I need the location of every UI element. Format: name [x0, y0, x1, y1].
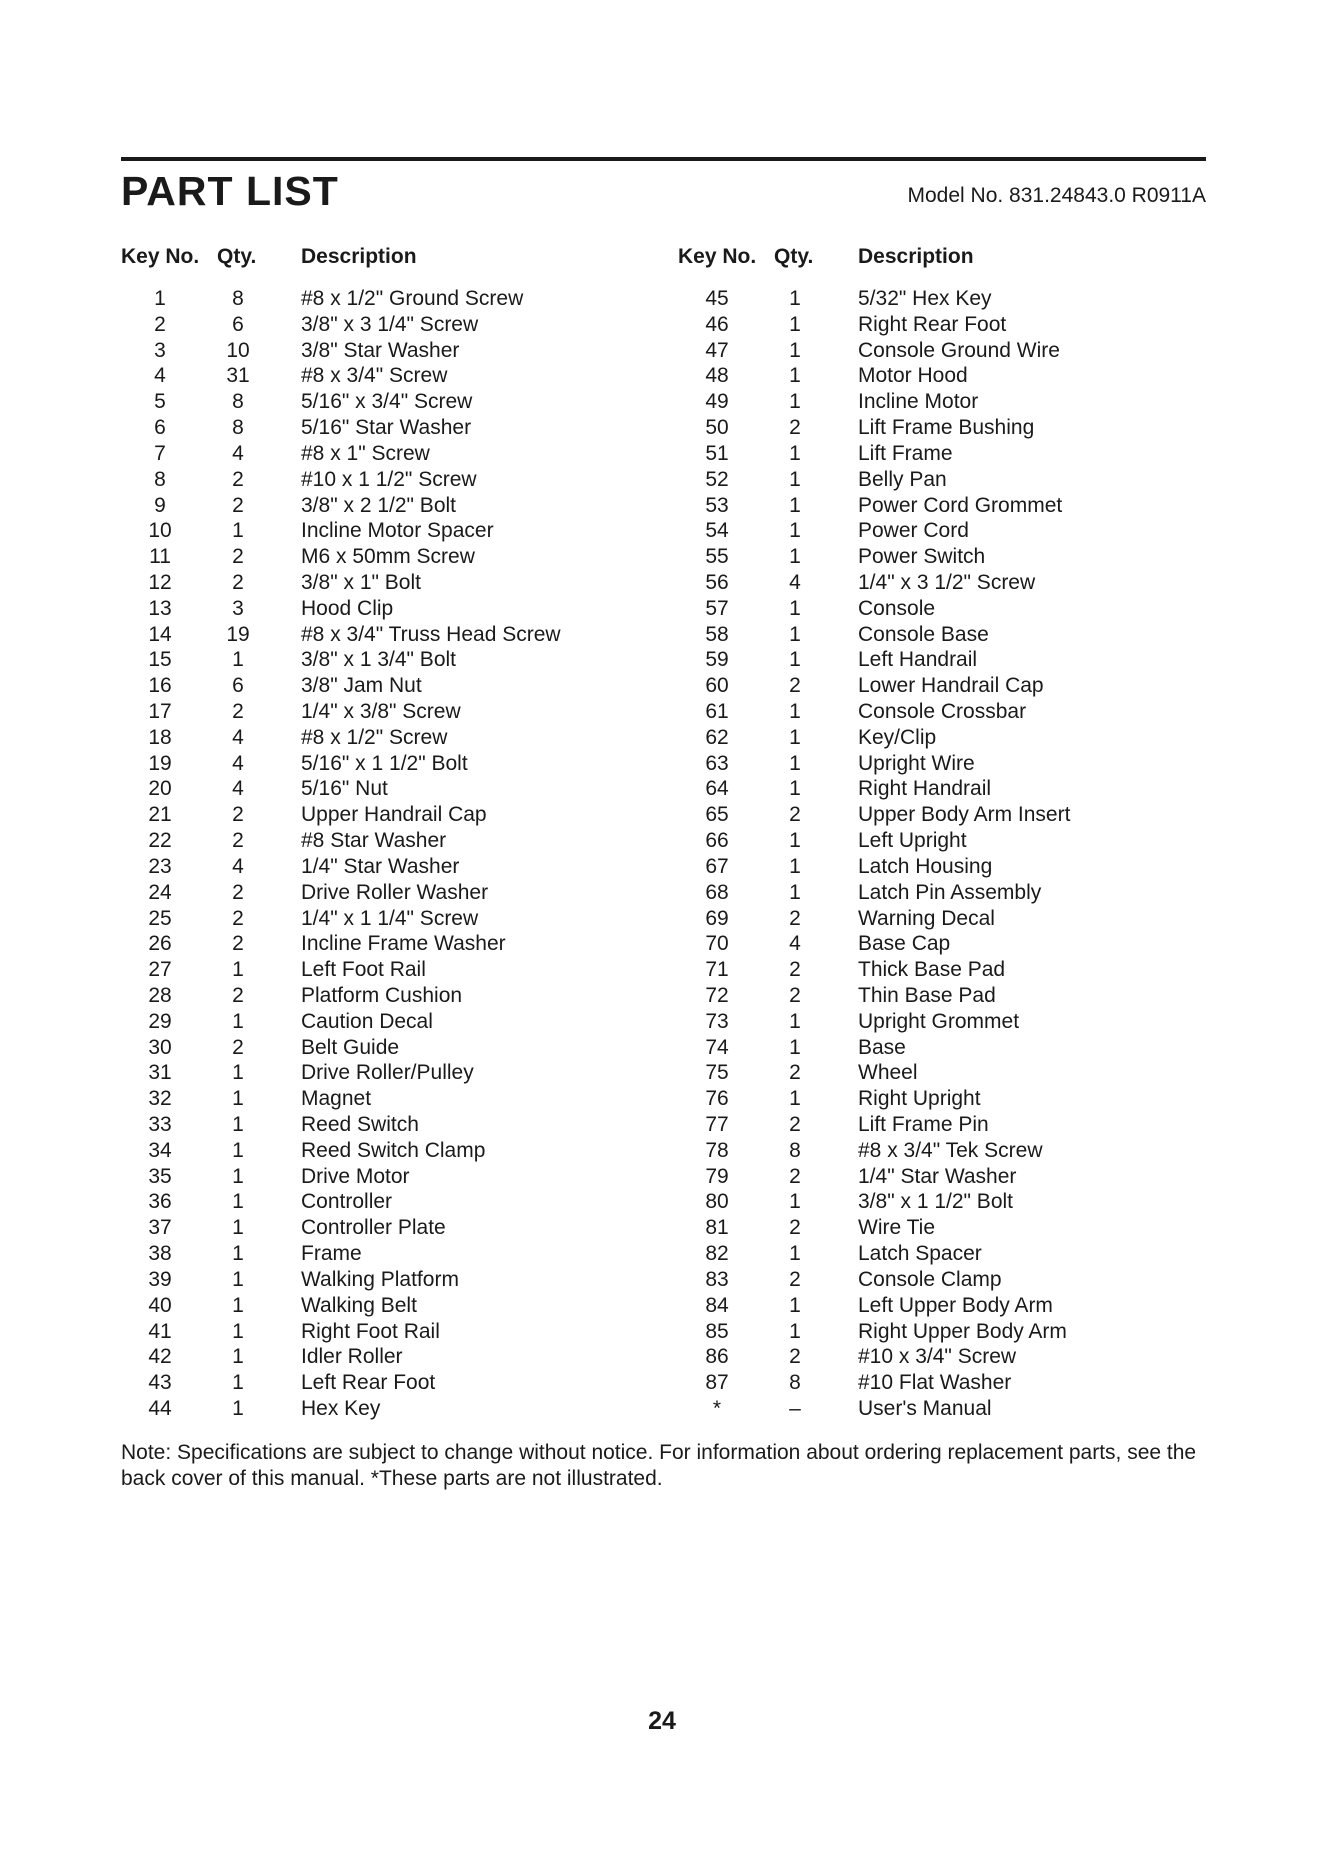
part-qty: 2 — [789, 1061, 801, 1085]
part-qty: 1 — [789, 338, 801, 362]
part-qty: 1 — [789, 777, 801, 801]
part-qty: 1 — [789, 1087, 801, 1111]
header-rule — [121, 157, 1206, 161]
part-key-no: 40 — [148, 1293, 172, 1317]
part-key-no: 20 — [148, 777, 172, 801]
part-description: #8 x 1" Screw — [301, 441, 430, 465]
part-key-no: 59 — [705, 648, 729, 672]
part-description: Console Crossbar — [858, 700, 1027, 723]
part-description: Right Upper Body Arm — [858, 1319, 1067, 1343]
part-qty: 1 — [232, 1138, 244, 1162]
part-description: Key/Clip — [858, 725, 937, 749]
part-description: Latch Pin Assembly — [858, 880, 1042, 904]
part-description: Thin Base Pad — [858, 983, 996, 1007]
part-key-no: 14 — [148, 622, 172, 646]
model-number: Model No. 831.24843.0 R0911A — [907, 184, 1206, 207]
part-qty: 2 — [232, 1035, 244, 1059]
part-key-no: 83 — [705, 1267, 729, 1291]
part-qty: 1 — [789, 287, 801, 310]
part-description: Base Cap — [858, 932, 951, 956]
part-qty: 1 — [789, 648, 801, 672]
part-description: #10 x 1 1/2" Screw — [301, 467, 477, 491]
part-key-no: 4 — [154, 364, 166, 388]
part-description: Warning Decal — [858, 906, 995, 930]
part-key-no: 29 — [148, 1009, 172, 1033]
part-qty: 2 — [789, 674, 801, 698]
part-key-no: 53 — [705, 493, 729, 517]
part-description: Right Foot Rail — [301, 1319, 440, 1343]
part-qty: 1 — [232, 1190, 244, 1214]
part-key-no: 43 — [148, 1371, 172, 1395]
part-description: 3/8" Jam Nut — [301, 674, 422, 698]
part-description: #10 Flat Washer — [858, 1371, 1012, 1395]
part-description: 1/4" Star Washer — [858, 1164, 1017, 1188]
qty-header: Qty. — [217, 245, 257, 268]
part-qty: 1 — [789, 1190, 801, 1214]
qty-header: Qty. — [774, 245, 814, 268]
part-qty: 4 — [232, 777, 244, 801]
part-description: Controller — [301, 1190, 393, 1214]
part-description: Walking Belt — [301, 1293, 417, 1317]
part-key-no: 65 — [705, 803, 729, 827]
part-qty: 1 — [789, 493, 801, 517]
part-qty: 1 — [789, 1242, 801, 1266]
part-key-no: 47 — [705, 338, 729, 362]
part-qty: 2 — [232, 880, 244, 904]
part-description: User's Manual — [858, 1396, 992, 1420]
key-no-header: Key No. — [121, 245, 200, 268]
part-key-no: 17 — [148, 700, 172, 723]
part-description: #8 x 3/4" Tek Screw — [858, 1138, 1043, 1162]
part-description: Upper Body Arm Insert — [858, 803, 1071, 827]
part-key-no: 57 — [705, 596, 729, 620]
part-qty: 1 — [789, 467, 801, 491]
part-key-no: 26 — [148, 932, 172, 956]
part-key-no: 63 — [705, 751, 729, 775]
part-qty: 2 — [789, 1113, 801, 1136]
part-qty: 1 — [789, 441, 801, 465]
part-description: Reed Switch Clamp — [301, 1138, 486, 1162]
part-qty: 2 — [232, 932, 244, 956]
part-description: Motor Hood — [858, 364, 968, 388]
part-qty: 1 — [232, 519, 244, 543]
part-qty: 2 — [789, 1345, 801, 1369]
part-description: Power Cord Grommet — [858, 493, 1063, 517]
part-key-no: 6 — [154, 416, 166, 440]
part-description: 1/4" Star Washer — [301, 854, 460, 878]
part-description: Console Ground Wire — [858, 338, 1060, 362]
part-qty: 1 — [789, 1009, 801, 1033]
part-description: Belt Guide — [301, 1035, 400, 1059]
part-qty: 1 — [232, 958, 244, 982]
part-key-no: 15 — [148, 648, 172, 672]
part-key-no: 9 — [154, 493, 166, 517]
part-key-no: 77 — [705, 1113, 729, 1136]
part-description: 3/8" x 2 1/2" Bolt — [301, 493, 456, 517]
part-qty: 2 — [232, 829, 244, 853]
part-description: Left Foot Rail — [301, 958, 426, 982]
part-description: Lift Frame — [858, 441, 953, 465]
part-description: Drive Motor — [301, 1164, 410, 1188]
part-key-no: 67 — [705, 854, 729, 878]
part-key-no: 8 — [154, 467, 166, 491]
part-description: Caution Decal — [301, 1009, 433, 1033]
part-description: Wheel — [858, 1061, 918, 1085]
part-key-no: 36 — [148, 1190, 172, 1214]
part-qty: 1 — [789, 1035, 801, 1059]
part-description: Console Base — [858, 622, 989, 646]
part-key-no: 34 — [148, 1138, 172, 1162]
part-key-no: 41 — [148, 1319, 172, 1343]
part-qty: 6 — [232, 674, 244, 698]
part-description: Frame — [301, 1242, 362, 1266]
part-key-no: 2 — [154, 312, 166, 336]
part-qty: 2 — [232, 983, 244, 1007]
part-qty: 2 — [232, 545, 244, 569]
part-description: Drive Roller/Pulley — [301, 1061, 474, 1085]
part-description: Console Clamp — [858, 1267, 1002, 1291]
part-qty: 8 — [789, 1138, 801, 1162]
part-key-no: 66 — [705, 829, 729, 853]
part-description: #10 x 3/4" Screw — [858, 1345, 1017, 1369]
part-key-no: 75 — [705, 1061, 729, 1085]
part-key-no: 76 — [705, 1087, 729, 1111]
description-header: Description — [301, 245, 417, 268]
part-description: #8 x 3/4" Truss Head Screw — [301, 622, 561, 646]
part-description: #8 Star Washer — [301, 829, 447, 853]
part-description: Left Handrail — [858, 648, 978, 672]
part-qty: 10 — [226, 338, 250, 362]
part-key-no: 86 — [705, 1345, 729, 1369]
part-qty: 1 — [232, 1319, 244, 1343]
part-description: Upright Wire — [858, 751, 975, 775]
part-qty: 1 — [232, 1293, 244, 1317]
part-description: Upper Handrail Cap — [301, 803, 487, 827]
part-description: Magnet — [301, 1087, 372, 1111]
part-description: Reed Switch — [301, 1113, 419, 1136]
part-key-no: 45 — [705, 287, 729, 310]
part-key-no: 21 — [148, 803, 172, 827]
part-description: 1/4" x 1 1/4" Screw — [301, 906, 479, 930]
part-key-no: 31 — [148, 1061, 172, 1085]
part-description: Console — [858, 596, 936, 620]
part-qty: 1 — [789, 1319, 801, 1343]
part-qty: 1 — [789, 390, 801, 414]
part-key-no: 55 — [705, 545, 729, 569]
part-key-no: 42 — [148, 1345, 172, 1369]
part-key-no: 39 — [148, 1267, 172, 1291]
part-qty: 1 — [789, 519, 801, 543]
part-qty: – — [789, 1396, 801, 1420]
part-key-no: 69 — [705, 906, 729, 930]
part-qty: 2 — [789, 906, 801, 930]
part-description: Lift Frame Bushing — [858, 416, 1035, 440]
part-qty: 1 — [789, 312, 801, 336]
part-key-no: 44 — [148, 1396, 172, 1420]
part-description: Upright Grommet — [858, 1009, 1020, 1033]
part-description: Left Rear Foot — [301, 1371, 436, 1395]
part-qty: 2 — [232, 803, 244, 827]
part-key-no: 5 — [154, 390, 166, 414]
part-description: Left Upright — [858, 829, 967, 853]
part-key-no: 11 — [149, 545, 171, 569]
part-key-no: 79 — [705, 1164, 729, 1188]
part-key-no: 50 — [705, 416, 729, 440]
part-description: Left Upper Body Arm — [858, 1293, 1053, 1317]
part-qty: 1 — [789, 725, 801, 749]
part-description: M6 x 50mm Screw — [301, 545, 475, 569]
part-key-no: 52 — [705, 467, 729, 491]
part-key-no: 22 — [148, 829, 172, 853]
part-key-no: 49 — [705, 390, 729, 414]
part-key-no: * — [712, 1396, 722, 1420]
part-key-no: 82 — [705, 1242, 729, 1266]
part-key-no: 32 — [148, 1087, 172, 1111]
part-qty: 8 — [232, 416, 244, 440]
part-key-no: 81 — [705, 1216, 729, 1240]
part-key-no: 24 — [148, 880, 172, 904]
part-description: 5/16" Star Washer — [301, 416, 472, 440]
part-qty: 1 — [789, 545, 801, 569]
part-description: Incline Motor — [858, 390, 979, 414]
part-description: 5/16" Nut — [301, 777, 388, 801]
part-description: Walking Platform — [301, 1267, 459, 1291]
part-description: 5/16" x 3/4" Screw — [301, 390, 473, 414]
part-key-no: 35 — [148, 1164, 172, 1188]
part-description: Right Rear Foot — [858, 312, 1007, 336]
part-description: 3/8" x 1 1/2" Bolt — [858, 1190, 1013, 1214]
part-qty: 1 — [232, 1216, 244, 1240]
part-key-no: 71 — [705, 958, 729, 982]
part-qty: 2 — [789, 1164, 801, 1188]
part-description: Incline Motor Spacer — [301, 519, 494, 543]
part-key-no: 12 — [148, 570, 172, 594]
part-qty: 1 — [232, 1087, 244, 1111]
part-key-no: 23 — [148, 854, 172, 878]
part-description: Drive Roller Washer — [301, 880, 489, 904]
part-key-no: 56 — [705, 570, 729, 594]
part-qty: 2 — [789, 983, 801, 1007]
part-description: #8 x 1/2" Screw — [301, 725, 448, 749]
part-qty: 1 — [232, 1113, 244, 1136]
part-qty: 1 — [232, 1345, 244, 1369]
part-description: 3/8" x 1 3/4" Bolt — [301, 648, 456, 672]
part-key-no: 78 — [705, 1138, 729, 1162]
part-description: 3/8" x 1" Bolt — [301, 570, 421, 594]
part-key-no: 80 — [705, 1190, 729, 1214]
part-key-no: 62 — [705, 725, 729, 749]
part-qty: 8 — [232, 287, 244, 310]
part-qty: 2 — [789, 803, 801, 827]
part-qty: 1 — [789, 622, 801, 646]
part-description: Right Handrail — [858, 777, 992, 801]
part-description: 1/4" x 3/8" Screw — [301, 700, 461, 723]
part-qty: 2 — [789, 1267, 801, 1291]
part-qty: 1 — [232, 1164, 244, 1188]
part-key-no: 3 — [154, 338, 166, 362]
part-qty: 2 — [789, 958, 801, 982]
part-qty: 2 — [789, 416, 801, 440]
part-key-no: 73 — [705, 1009, 729, 1033]
part-qty: 2 — [232, 570, 244, 594]
part-description: Base — [858, 1035, 906, 1059]
part-key-no: 64 — [705, 777, 729, 801]
part-qty: 2 — [232, 700, 244, 723]
part-description: Idler Roller — [301, 1345, 403, 1369]
part-qty: 1 — [232, 1009, 244, 1033]
part-key-no: 85 — [705, 1319, 729, 1343]
part-key-no: 51 — [705, 441, 729, 465]
part-qty: 1 — [789, 829, 801, 853]
part-description: Incline Frame Washer — [301, 932, 506, 956]
part-qty: 31 — [226, 364, 250, 388]
part-qty: 8 — [232, 390, 244, 414]
part-qty: 4 — [789, 570, 801, 594]
part-description: Right Upright — [858, 1087, 981, 1111]
part-key-no: 16 — [148, 674, 172, 698]
part-qty: 4 — [789, 932, 801, 956]
part-qty: 1 — [789, 364, 801, 388]
part-description: Thick Base Pad — [858, 958, 1006, 982]
part-key-no: 27 — [148, 958, 172, 982]
part-qty: 1 — [232, 1396, 244, 1420]
part-description: Hex Key — [301, 1396, 381, 1420]
part-key-no: 48 — [705, 364, 729, 388]
part-description: Platform Cushion — [301, 983, 463, 1007]
description-header: Description — [858, 245, 974, 268]
part-description: #8 x 3/4" Screw — [301, 364, 448, 388]
part-description: #8 x 1/2" Ground Screw — [301, 287, 524, 310]
part-key-no: 84 — [705, 1293, 729, 1317]
part-description: Power Cord — [858, 519, 969, 543]
part-qty: 2 — [232, 906, 244, 930]
part-key-no: 54 — [705, 519, 729, 543]
part-key-no: 68 — [705, 880, 729, 904]
part-qty: 4 — [232, 725, 244, 749]
part-qty: 1 — [232, 1061, 244, 1085]
part-qty: 1 — [789, 751, 801, 775]
part-key-no: 38 — [148, 1242, 172, 1266]
part-qty: 4 — [232, 441, 244, 465]
part-qty: 1 — [232, 1371, 244, 1395]
part-description: Latch Housing — [858, 854, 993, 878]
part-qty: 1 — [789, 596, 801, 620]
part-description: Controller Plate — [301, 1216, 446, 1240]
part-key-no: 30 — [148, 1035, 172, 1059]
part-description: 3/8" x 3 1/4" Screw — [301, 312, 479, 336]
part-description: Power Switch — [858, 545, 986, 569]
part-qty: 19 — [226, 622, 250, 646]
page-number: 24 — [648, 1707, 676, 1735]
part-key-no: 74 — [705, 1035, 729, 1059]
part-qty: 1 — [789, 700, 801, 723]
part-qty: 4 — [232, 751, 244, 775]
part-description: 5/32" Hex Key — [858, 287, 992, 310]
part-qty: 1 — [789, 880, 801, 904]
part-qty: 2 — [789, 1216, 801, 1240]
part-key-no: 25 — [148, 906, 172, 930]
part-key-no: 10 — [148, 519, 172, 543]
part-qty: 1 — [232, 648, 244, 672]
part-qty: 2 — [232, 493, 244, 517]
part-description: Belly Pan — [858, 467, 947, 491]
part-description: Hood Clip — [301, 596, 394, 620]
part-key-no: 33 — [148, 1113, 172, 1136]
part-key-no: 60 — [705, 674, 729, 698]
part-description: Lift Frame Pin — [858, 1113, 989, 1136]
key-no-header: Key No. — [678, 245, 757, 268]
part-qty: 4 — [232, 854, 244, 878]
part-key-no: 87 — [705, 1371, 729, 1395]
part-qty: 1 — [789, 854, 801, 878]
part-key-no: 18 — [148, 725, 172, 749]
part-description: Wire Tie — [858, 1216, 936, 1240]
part-key-no: 72 — [705, 983, 729, 1007]
part-key-no: 61 — [705, 700, 729, 723]
part-qty: 6 — [232, 312, 244, 336]
part-qty: 1 — [232, 1267, 244, 1291]
part-description: Lower Handrail Cap — [858, 674, 1044, 698]
part-qty: 1 — [789, 1293, 801, 1317]
part-description: 1/4" x 3 1/2" Screw — [858, 570, 1036, 594]
part-key-no: 70 — [705, 932, 729, 956]
part-key-no: 7 — [154, 441, 166, 465]
part-key-no: 58 — [705, 622, 729, 646]
part-key-no: 19 — [148, 751, 172, 775]
part-qty: 3 — [232, 596, 244, 620]
part-key-no: 37 — [148, 1216, 172, 1240]
part-key-no: 1 — [154, 287, 166, 310]
part-key-no: 13 — [148, 596, 172, 620]
part-qty: 2 — [232, 467, 244, 491]
part-qty: 8 — [789, 1371, 801, 1395]
part-key-no: 46 — [705, 312, 729, 336]
page-title: PART LIST — [121, 168, 339, 214]
part-qty: 1 — [232, 1242, 244, 1266]
part-description: 3/8" Star Washer — [301, 338, 460, 362]
part-description: 5/16" x 1 1/2" Bolt — [301, 751, 468, 775]
part-key-no: 28 — [148, 983, 172, 1007]
footnote: Note: Specifications are subject to change without notice. For information about ordering replacement parts, see the back cover of this manual. *These parts are not illustrated. — [121, 1441, 1197, 1490]
part-description: Latch Spacer — [858, 1242, 982, 1266]
